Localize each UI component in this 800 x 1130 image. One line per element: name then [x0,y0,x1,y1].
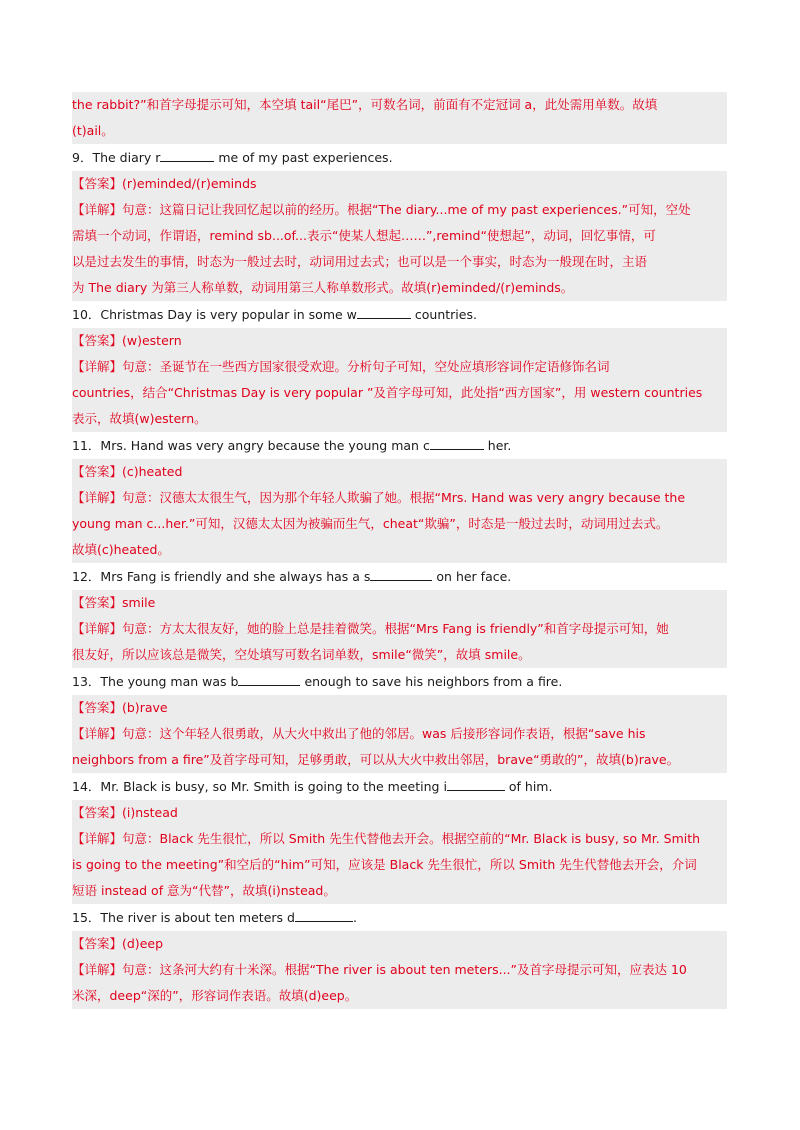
question-10 [72,301,727,328]
question-text-before: The young man was b [100,674,239,689]
explanation-9 [72,171,727,301]
question-text-after: enough to save his neighbors from a fire. [300,674,563,689]
answer-blank [447,776,505,791]
question-9 [72,144,727,171]
question-text-before: The river is about ten meters d [100,910,295,925]
question-number: 15． [72,910,101,925]
detail-line: 【详解】句意：这篇日记让我回忆起以前的经历。根据“The diary...me of my past experiences.”可知，空处 [72,202,691,217]
answer-line: 【答案】smile [72,595,156,610]
question-text-before: Mrs Fang is friendly and she always has a s [100,569,371,584]
explanation-15 [72,931,727,1009]
answer-blank [295,907,353,922]
explanation-10 [72,328,727,432]
explanation-13 [72,695,727,773]
question-text-after: . [352,910,357,925]
question-text-after: countries. [410,307,477,322]
answer-line: 【答案】(i)nstead [72,805,178,820]
question-13 [72,668,727,695]
answer-line: 【答案】(b)rave [72,700,168,715]
detail-line: neighbors from a fire”及首字母可知，足够勇敢，可以从大火中救出邻居，brave“勇敢的”，故填(b)rave。 [72,752,680,767]
detail-line: is going to the meeting”和空后的“him”可知，应该是 Black 先生很忙，所以 Smith 先生代替他去开会，介词 [72,857,697,872]
question-number: 10． [72,307,101,322]
detail-line: 【详解】句意：这条河大约有十米深。根据“The river is about ten meters...”及首字母提示可知，应表达 10 [72,962,687,977]
answer-line: 【答案】(d)eep [72,936,164,951]
detail-line: 表示，故填(w)estern。 [72,411,207,426]
question-number: 13． [72,674,101,689]
continuation-line: (t)ail。 [72,123,114,138]
answer-line: 【答案】(c)heated [72,464,183,479]
detail-line: 【详解】句意：圣诞节在一些西方国家很受欢迎。分析句子可知，空处应填形容词作定语修饰名词 [72,359,610,374]
answer-blank [238,671,300,686]
question-text-after: me of my past experiences. [214,150,393,165]
explanation-14 [72,800,727,904]
detail-line: 【详解】句意：方太太很友好，她的脸上总是挂着微笑。根据“Mrs Fang is friendly”和首字母提示可知，她 [72,621,669,636]
answer-blank [160,147,214,162]
question-text-before: Mr. Black is busy, so Mr. Smith is going to the meeting i [100,779,447,794]
detail-line: 需填一个动词，作谓语，remind sb...of...表示“使某人想起……”,remind“使想起”，动词，回忆事情，可 [72,228,656,243]
detail-line: 短语 instead of 意为“代替”，故填(i)nstead。 [72,883,336,898]
question-11 [72,432,727,459]
explanation-11 [72,459,727,563]
question-text-before: The diary r [92,150,161,165]
question-text-after: of him. [504,779,553,794]
question-text-before: Mrs. Hand was very angry because the young man c [100,438,430,453]
answer-blank [370,566,432,581]
question-number: 12． [72,569,101,584]
answer-line: 【答案】(w)estern [72,333,182,348]
question-text-before: Christmas Day is very popular in some w [100,307,357,322]
question-15 [72,904,727,931]
question-number: 11． [72,438,101,453]
detail-line: 【详解】句意：这个年轻人很勇敢，从大火中救出了他的邻居。was 后接形容词作表语，根据“save his [72,726,646,741]
question-text-after: on her face. [432,569,512,584]
detail-line: 故填(c)heated。 [72,542,170,557]
question-14 [72,773,727,800]
continuation-line: the rabbit?”和首字母提示可知，本空填 tail“尾巴”，可数名词，前面有不定冠词 a，此处需用单数。故填 [72,97,658,112]
question-number: 14． [72,779,101,794]
detail-line: 为 The diary 为第三人称单数，动词用第三人称单数形式。故填(r)eminded/(r)eminds。 [72,280,574,295]
answer-blank [357,304,411,319]
detail-line: countries，结合“Christmas Day is very popular ”及首字母可知，此处指“西方国家”，用 western countries [72,385,703,400]
question-12 [72,563,727,590]
detail-line: 【详解】句意：汉德太太很生气，因为那个年轻人欺骗了她。根据“Mrs. Hand was very angry because the [72,490,686,505]
question-text-after: her. [483,438,512,453]
detail-line: 米深，deep“深的”，形容词作表语。故填(d)eep。 [72,988,358,1003]
answer-blank [430,435,484,450]
detail-line: 很友好，所以应该总是微笑，空处填写可数名词单数，smile“微笑”，故填 smile。 [72,647,531,662]
continuation-block [72,92,727,144]
explanation-12 [72,590,727,668]
detail-line: young man c...her.”可知，汉德太太因为被骗而生气，cheat“欺骗”，时态是一般过去时，动词用过去式。 [72,516,669,531]
detail-line: 【详解】句意：Black 先生很忙，所以 Smith 先生代替他去开会。根据空前的“Mr. Black is busy, so Mr. Smith [72,831,701,846]
question-number: 9． [72,150,93,165]
document-content [72,92,727,1009]
answer-line: 【答案】(r)eminded/(r)eminds [72,176,257,191]
detail-line: 以是过去发生的事情，时态为一般过去时，动词用过去式；也可以是一个事实，时态为一般现在时，主语 [72,254,648,269]
